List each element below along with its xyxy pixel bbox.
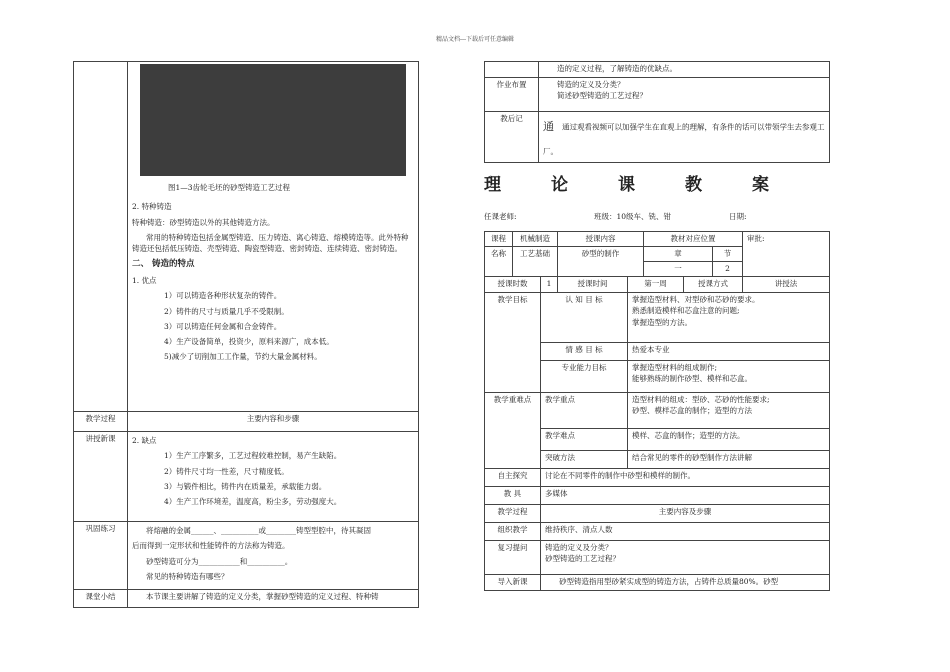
special-casting-common: 常用的特种铸造包括金属型铸造、压力铸造、离心铸造、熔模铸造等。此外特种铸造还包括低压铸造、壳型铸造、陶瓷型铸造、密封铸造、连续铸造、密封铸造。 xyxy=(132,232,409,253)
lesson-content: 砂型的制作 xyxy=(558,247,644,277)
left-lesson-table xyxy=(73,61,419,608)
disadvantages-title: 2. 缺点 xyxy=(132,436,157,445)
explore-value: 讨论在不同零件的制作中砂型和模样的制作。 xyxy=(541,469,830,487)
process-content: 主要内容和步骤 xyxy=(128,412,419,432)
summary-label: 课堂小结 xyxy=(74,590,128,608)
hours-label: 授课时数 xyxy=(485,277,541,293)
teacher-label: 任课老师: xyxy=(484,212,517,221)
new-lesson-label: 讲授新课 xyxy=(74,432,128,522)
content-cell xyxy=(128,62,419,412)
time-label: 授课时间 xyxy=(558,277,628,293)
focus-cell xyxy=(628,393,830,429)
focus-label: 教学重点 xyxy=(541,393,628,429)
special-casting-def: 特种铸造：砂型铸造以外的其他铸造方法。 xyxy=(132,217,275,227)
advantages-title: 1. 优点 xyxy=(132,276,157,285)
skill-label: 专业能力目标 xyxy=(541,361,628,393)
cognitive-item: 掌握造型材料、对型砂和芯砂的要求。 xyxy=(632,295,760,304)
homework-cell xyxy=(539,78,830,112)
page-title: 理论课教案 xyxy=(484,175,819,195)
disadvantages-cell xyxy=(128,432,419,522)
recall-item: 砂型铸造的工艺过程？ xyxy=(545,554,620,564)
review-cell xyxy=(539,112,830,163)
practice-line: 砂型铸造可分为___________和__________。 xyxy=(146,556,293,566)
right-continuation-table xyxy=(484,61,830,163)
time-value: 第一周 xyxy=(628,277,684,293)
focus-item: 砂型、模样芯盒的制作；造型的方法 xyxy=(632,406,752,416)
cognitive-label: 认 知 目 标 xyxy=(541,293,628,343)
process-label: 教学过程 xyxy=(74,412,128,432)
figure-caption: 图1—3齿轮毛坯的砂型铸造工艺过程 xyxy=(168,183,291,192)
hours-value: 1 xyxy=(541,277,558,293)
chapter-value: 一 xyxy=(644,262,713,277)
course-name-2: 工艺基础 xyxy=(513,247,558,277)
features-heading: 二、 铸造的特点 xyxy=(132,259,195,270)
approve-label: 审批: xyxy=(743,232,830,277)
method-label: 授课方式 xyxy=(684,277,743,293)
advantage-item: 4）生产设备简单，投资少，原料来源广，成本低。 xyxy=(164,337,334,346)
practice-cell xyxy=(128,522,419,590)
casting-process-figure xyxy=(140,64,406,176)
review-mark: 通 xyxy=(543,120,554,133)
homework-item: 简述砂型铸造的工艺过程？ xyxy=(557,91,647,101)
disadvantage-item: 3）与锻件相比，铸件内在质量差，承载能力弱。 xyxy=(164,481,327,491)
textbook-label: 教材对应位置 xyxy=(644,232,743,247)
focus-item: 造型材料的组成：型砂、芯砂的性能要求; xyxy=(632,395,770,404)
lesson-plan-table xyxy=(484,231,830,591)
organize-label: 组织教学 xyxy=(485,523,541,541)
practice-label: 巩固练习 xyxy=(74,522,128,590)
disadvantage-item: 4）生产工作环境差，温度高，粉尘多，劳动强度大。 xyxy=(164,497,342,506)
explore-label: 自主探究 xyxy=(485,469,541,487)
summary-text: 本节课主要讲解了铸造的定义分类，掌握砂型铸造的定义过程、特种铸 xyxy=(128,590,419,608)
lesson-process-label: 教学过程 xyxy=(485,505,541,523)
tools-value: 多媒体 xyxy=(541,487,830,505)
course-label: 课程 xyxy=(485,232,513,247)
special-casting-title: 2. 特种铸造 xyxy=(132,202,172,212)
disadvantage-item: 1）生产工序繁多，工艺过程较难控制，易产生缺陷。 xyxy=(164,451,342,461)
lesson-process-value: 主要内容及步骤 xyxy=(541,505,830,523)
homework-label: 作业布置 xyxy=(485,78,539,112)
emotion-label: 情 感 目 标 xyxy=(541,343,628,361)
skill-item: 掌握造型材料的组成制作; xyxy=(632,363,718,372)
intro-label: 导入新课 xyxy=(485,575,541,591)
practice-line: 后而得到一定形状和性能铸件的方法称为铸造。 xyxy=(132,541,290,551)
continuation-text: 造的定义过程，了解铸造的优缺点。 xyxy=(539,62,830,78)
section-value: 2 xyxy=(713,262,743,277)
recall-cell xyxy=(541,541,830,575)
chapter-label: 章 xyxy=(644,247,713,262)
cognitive-item: 熟悉制造模样和芯盒注意的问题; xyxy=(632,306,740,316)
skill-cell xyxy=(628,361,830,393)
review-label: 教后记 xyxy=(485,112,539,163)
breakthrough-label: 突破方法 xyxy=(541,451,628,469)
recall-item: 铸造的定义及分类？ xyxy=(545,543,613,552)
cognitive-cell xyxy=(628,293,830,343)
key-label: 教学重难点 xyxy=(485,393,541,469)
class-info: 班级：10级车、铣、钳 xyxy=(594,212,672,221)
date-label: 日期: xyxy=(729,212,747,221)
organize-value: 维持秩序、清点人数 xyxy=(541,523,830,541)
review-text: 通过观看视频可以加强学生在直观上的理解，有条件的话可以带领学生去参观工厂。 xyxy=(543,122,825,156)
section-label: 节 xyxy=(713,247,743,262)
breakthrough-value: 结合常见的零件的砂型制作方法讲解 xyxy=(628,451,830,469)
tools-label: 教 具 xyxy=(485,487,541,505)
disadvantage-item: 2）铸件尺寸均一性差，尺寸精度低。 xyxy=(164,466,289,476)
recall-label: 复习提问 xyxy=(485,541,541,575)
advantage-item: 1）可以铸造各种形状复杂的铸件。 xyxy=(164,291,282,301)
practice-line: 将熔融的金属______、__________或________铸型型腔中，待其凝固 xyxy=(146,526,371,535)
intro-value: 砂型铸造指用型砂紧实成型的铸造方法，占铸件总质量80%。砂型 xyxy=(541,575,830,591)
content-label: 授课内容 xyxy=(558,232,644,247)
advantage-item: 2）铸件的尺寸与质量几乎不受限制。 xyxy=(164,306,289,316)
emotion-value: 热爱本专业 xyxy=(628,343,830,361)
goal-label: 教学目标 xyxy=(485,293,541,393)
difficulty-label: 教学难点 xyxy=(541,429,628,451)
skill-item: 能够熟练的制作砂型、模样和芯盒。 xyxy=(632,374,752,384)
difficulty-value: 模样、芯盒的制作；造型的方法。 xyxy=(628,429,830,451)
name-label: 名称 xyxy=(485,247,513,277)
homework-item: 铸造的定义及分类？ xyxy=(557,80,625,89)
page-header: 精品文档---下载后可任意编辑 xyxy=(435,36,515,43)
course-name-1: 机械制造 xyxy=(513,232,558,247)
cognitive-item: 掌握造型的方法。 xyxy=(632,317,692,327)
practice-line: 常见的特种铸造有哪些？ xyxy=(146,571,229,581)
advantage-item: 3）可以铸造任何金属和合金铸件。 xyxy=(164,321,282,331)
advantage-item: 5)减少了切削加工工作量，节约大量金属材料。 xyxy=(164,352,322,362)
method-value: 讲授法 xyxy=(743,277,830,293)
